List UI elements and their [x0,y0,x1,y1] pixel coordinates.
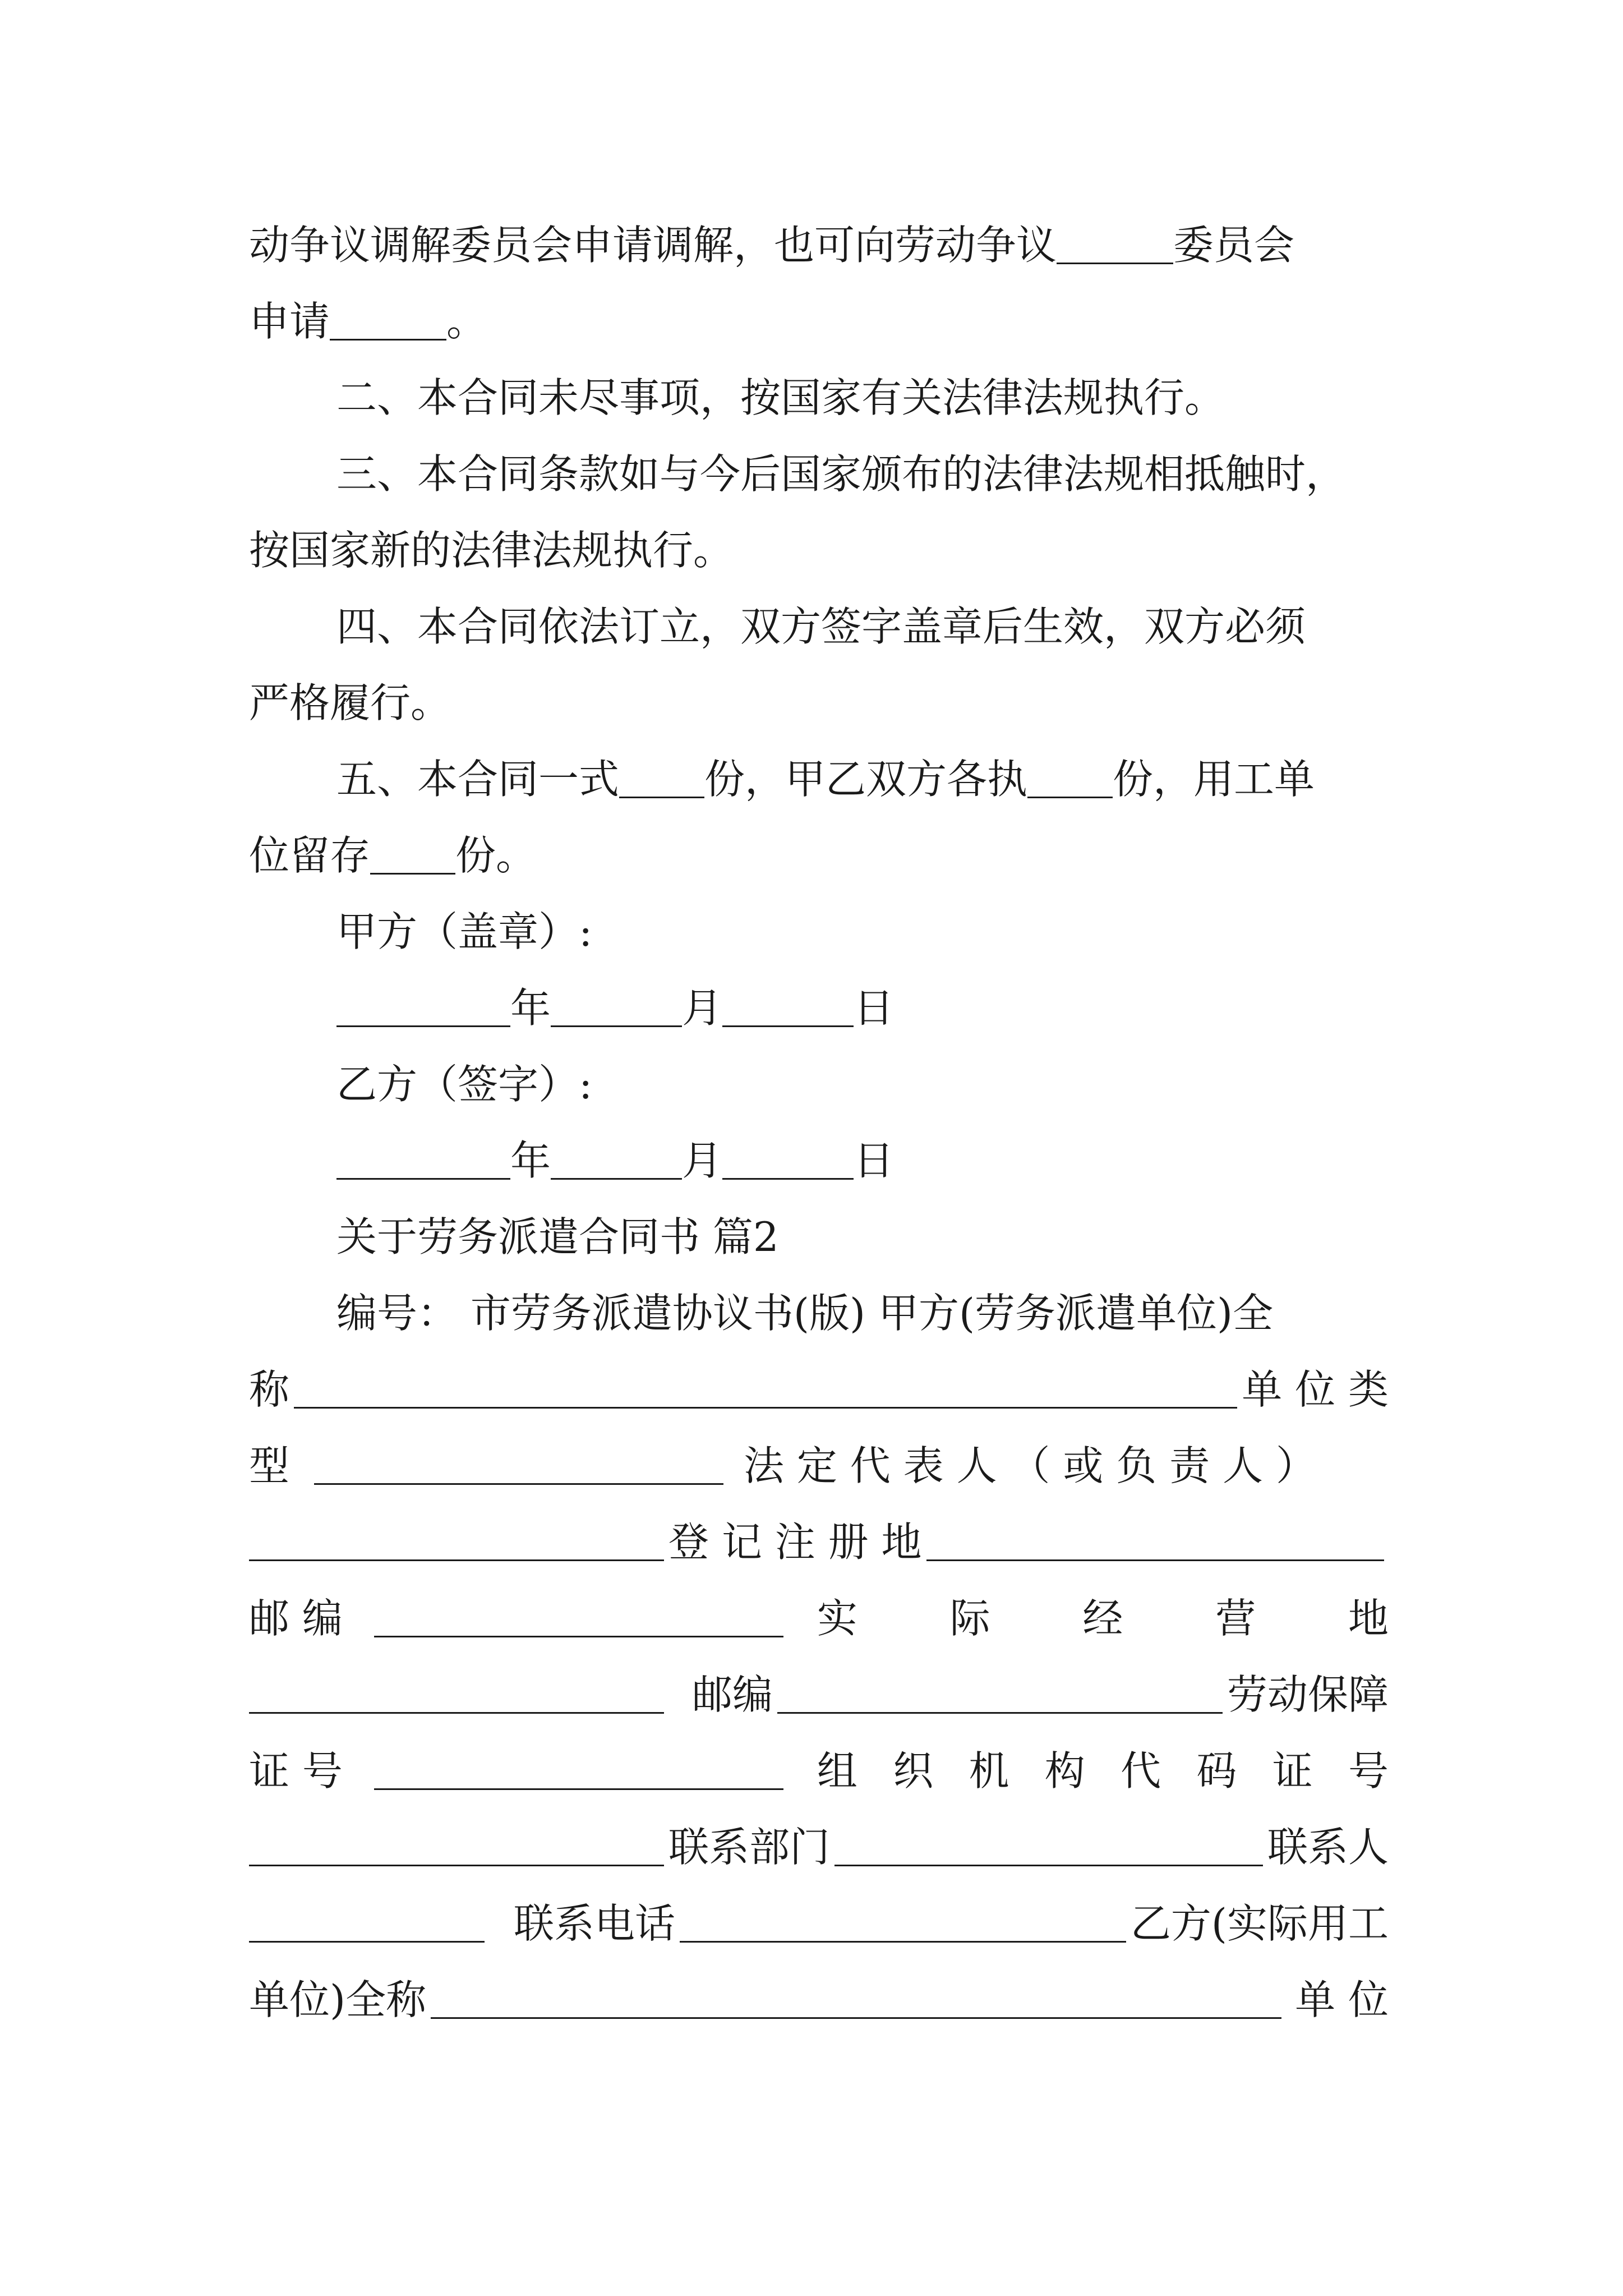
paragraph-5-line-1 [336,748,1389,810]
text: 动争议调解委员会申请调解，也可向劳动争议 [249,222,1057,269]
party-a-seal-label [336,901,1389,963]
paragraph-4-line-2 [249,672,1389,734]
text: 份。 [455,832,537,879]
text: 份，甲乙双方各执 [704,756,1028,803]
paragraph-3-line-1 [336,443,1389,505]
text: 实 [817,1595,857,1642]
party-a-date [336,977,1389,1039]
unit-type-field[interactable] [314,1447,723,1485]
text: 联系人 [1267,1824,1389,1871]
text: 单位)全称 [249,1976,427,2023]
party-b-date [336,1130,1389,1191]
text: 二、本合同未尽事项，按国家有关法律法规执行。 [336,374,1225,421]
party-b-name-row [249,1969,1389,2031]
blank-field[interactable] [370,837,455,875]
contact-dept-field[interactable] [834,1829,1263,1866]
text: 申请 [249,298,330,345]
month-field[interactable] [551,1142,682,1180]
year-field[interactable] [336,1142,510,1180]
text: 日 [854,984,895,1032]
text: 邮 编 [249,1595,343,1642]
text: 日 [854,1137,895,1184]
labor-certificate-field[interactable] [374,1752,783,1790]
party-b-sign-label [336,1053,1389,1115]
text: 单 位 [1295,1976,1389,2023]
text: 。 [446,298,487,345]
actual-address-label [817,1588,1389,1649]
text: 法 定 代 表 人 （ 或 负 责 人 ） [744,1442,1316,1489]
actual-address-field[interactable] [249,1676,664,1714]
text: 年 [510,984,551,1032]
contact-row [249,1816,1389,1878]
unit-type-row [249,1435,1389,1497]
year-field[interactable] [336,990,510,1027]
certificate-row [249,1740,1389,1802]
postcode-field[interactable] [374,1600,783,1637]
text: 经 [1082,1595,1123,1642]
blank-field[interactable] [1027,761,1113,798]
text: 月 [682,1137,723,1184]
text: 甲方（盖章）: [336,908,593,955]
text: 月 [682,984,723,1032]
text: 称 [249,1366,290,1413]
registered-address-row [249,1511,1389,1573]
phone-row [249,1893,1389,1954]
text: 证 号 [249,1747,343,1795]
text: 年 [510,1137,551,1184]
text: 五、本合同一式 [336,756,620,803]
postcode-2-field[interactable] [777,1676,1223,1714]
text: 乙方（签字）: [336,1061,593,1108]
paragraph-1-line-1 [249,214,1389,276]
text: 劳动保障 [1227,1671,1389,1718]
blank-field[interactable] [330,303,446,341]
full-name-field[interactable] [294,1371,1237,1409]
text: 四、本合同依法订立，双方签字盖章后生效，双方必须 [336,603,1306,650]
text: 位留存 [249,832,371,879]
legal-rep-field[interactable] [249,1524,664,1561]
postcode-2-row [249,1664,1389,1726]
text: 份，用工单 [1113,756,1315,803]
text: 际 [949,1595,990,1642]
text: 联系部门 [668,1824,831,1871]
paragraph-4-line-1 [336,596,1389,657]
contact-person-field[interactable] [249,1905,485,1943]
text: 型 [249,1442,290,1489]
full-name-row [249,1359,1389,1420]
postcode-row [249,1588,1389,1649]
paragraph-5-line-2 [249,825,1389,886]
day-field[interactable] [722,1142,854,1180]
registered-address-field[interactable] [926,1524,1384,1561]
text: 单 位 类 [1242,1366,1389,1413]
text: 关于劳务派遣合同书 篇2 [336,1213,779,1260]
text: 登 记 注 册 地 [668,1519,922,1566]
month-field[interactable] [551,990,682,1027]
blank-field[interactable] [619,761,704,798]
text: 委员会 [1173,222,1295,269]
text: 联系电话 [514,1900,676,1947]
contact-phone-field[interactable] [680,1905,1126,1943]
section-2-intro [336,1282,1389,1344]
paragraph-1-line-2 [249,291,1389,352]
day-field[interactable] [722,990,854,1027]
section-2-title [336,1206,1389,1268]
text: 组 织 机 构 代 码 证 号 [817,1747,1389,1795]
org-code-field[interactable] [249,1829,664,1866]
text: 邮编 [692,1671,773,1718]
paragraph-2 [336,367,1389,429]
text: 营 [1215,1595,1256,1642]
party-b-name-field[interactable] [431,1981,1281,2019]
paragraph-3-line-2 [249,519,1389,581]
text: 三、本合同条款如与今后国家颁布的法律法规相抵触时， [336,450,1347,498]
text: 严格履行。 [249,679,451,726]
text: 乙方(实际用工 [1130,1900,1389,1947]
blank-field[interactable] [1057,227,1173,264]
text: 按国家新的法律法规执行。 [249,527,734,574]
text: 编号： 市劳务派遣协议书(版) 甲方(劳务派遣单位)全 [336,1290,1274,1337]
text: 地 [1348,1595,1389,1642]
